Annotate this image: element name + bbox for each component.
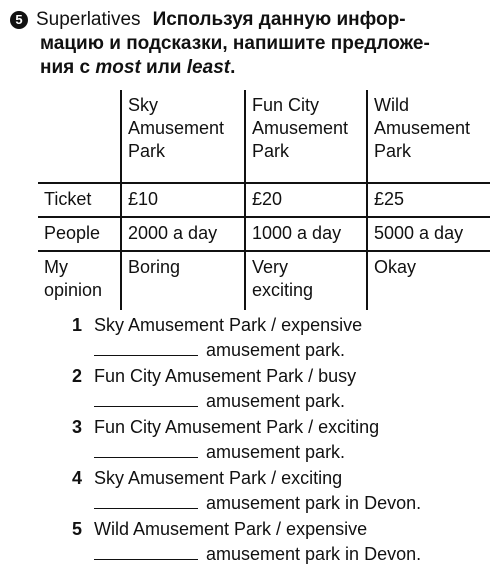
- ticket-fun-city: £20: [245, 183, 367, 217]
- table-row-ticket: [38, 183, 490, 217]
- instruction-line-2: мацию и подсказки, напишите предложе-: [40, 33, 430, 54]
- instruction-prefix: ния с: [40, 57, 96, 78]
- header-sky-amusement-park: [121, 90, 245, 183]
- answer-blank[interactable]: [94, 443, 198, 458]
- item-number: 4: [72, 468, 83, 488]
- sentence-item: [72, 313, 492, 363]
- ticket-sky: £10: [121, 183, 245, 217]
- header-line: Sky: [128, 95, 159, 115]
- table-row-people: [38, 217, 490, 251]
- sentence-list: [72, 313, 492, 568]
- opinion-wild: [367, 251, 490, 310]
- sentence-item: [72, 415, 492, 465]
- answer-blank[interactable]: [94, 545, 198, 560]
- exercise-topic: Superlatives: [36, 9, 141, 30]
- item-completion: amusement park in Devon.: [206, 493, 422, 513]
- opinion-fun-city: [245, 251, 367, 310]
- item-prompt: Fun City Amusement Park / busy: [94, 366, 357, 386]
- sentence-item: [72, 364, 492, 414]
- sentence-item: [72, 517, 492, 567]
- table-corner-cell: [38, 90, 121, 183]
- keyword-most: most: [95, 57, 141, 78]
- header-fun-city-amusement-park: [245, 90, 367, 183]
- amusement-park-table: [38, 90, 490, 310]
- instruction-end: .: [230, 57, 236, 78]
- item-prompt: Wild Amusement Park / expensive: [94, 519, 368, 539]
- opinion-line: exciting: [252, 280, 314, 300]
- opinion-line: Very: [252, 257, 289, 277]
- header-line: Fun City: [252, 95, 320, 115]
- item-prompt: Sky Amusement Park / expensive: [94, 315, 363, 335]
- item-completion: amusement park.: [206, 340, 346, 360]
- answer-blank[interactable]: [94, 494, 198, 509]
- sentence-item: [72, 466, 492, 516]
- people-fun-city: 1000 a day: [245, 217, 367, 251]
- item-number: 3: [72, 417, 83, 437]
- item-number: 2: [72, 366, 83, 386]
- opinion-line: Boring: [128, 257, 181, 277]
- header-line: Amusement: [252, 118, 349, 138]
- answer-blank[interactable]: [94, 392, 198, 407]
- table-header-row: [38, 90, 490, 183]
- row-label-ticket: Ticket: [38, 183, 121, 217]
- item-number: 5: [72, 519, 83, 539]
- people-sky: 2000 a day: [121, 217, 245, 251]
- keyword-least: least: [186, 57, 231, 78]
- item-completion: amusement park in Devon.: [206, 544, 422, 564]
- instruction-line-1: Используя данную инфор-: [152, 9, 406, 30]
- header-wild-amusement-park: [367, 90, 490, 183]
- label-line: My: [44, 257, 68, 277]
- item-completion: amusement park.: [206, 391, 346, 411]
- item-prompt: Fun City Amusement Park / exciting: [94, 417, 380, 437]
- header-line: Amusement: [128, 118, 225, 138]
- opinion-sky: [121, 251, 245, 310]
- instruction-or: или: [140, 57, 187, 78]
- item-number: 1: [72, 315, 83, 335]
- header-line: Wild: [374, 95, 409, 115]
- label-line: opinion: [44, 280, 103, 300]
- header-line: Park: [128, 141, 166, 161]
- header-line: Amusement: [374, 118, 471, 138]
- exercise-header: [10, 8, 494, 80]
- exercise-number-badge: 5: [10, 11, 28, 29]
- item-completion: amusement park.: [206, 442, 346, 462]
- row-label-opinion: [38, 251, 121, 310]
- header-line: Park: [374, 141, 412, 161]
- ticket-wild: £25: [367, 183, 490, 217]
- answer-blank[interactable]: [94, 341, 198, 356]
- item-prompt: Sky Amusement Park / exciting: [94, 468, 343, 488]
- people-wild: 5000 a day: [367, 217, 490, 251]
- table-row-opinion: [38, 251, 490, 310]
- instruction-line-3: [10, 56, 494, 80]
- opinion-line: Okay: [374, 257, 417, 277]
- row-label-people: People: [38, 217, 121, 251]
- header-line: Park: [252, 141, 290, 161]
